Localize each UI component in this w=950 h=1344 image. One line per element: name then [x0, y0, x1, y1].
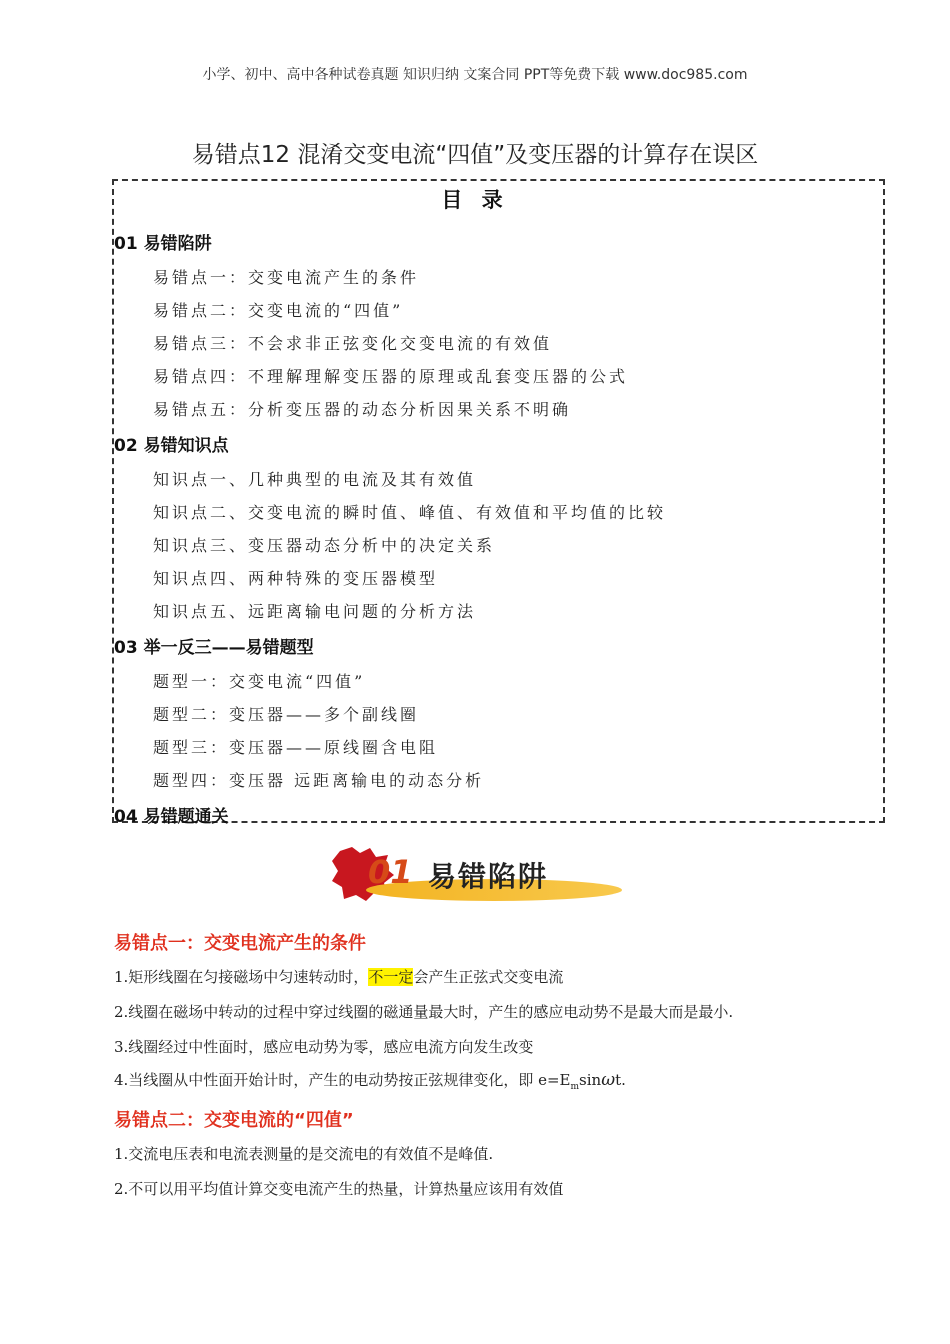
- paragraph: 1.矩形线圈在匀接磁场中匀速转动时，不一定会产生正弦式交变电流: [114, 968, 564, 986]
- point-one-heading: 易错点一：交变电流产生的条件: [114, 933, 366, 954]
- toc-item[interactable]: 题型一：交变电流“四值”: [153, 672, 366, 691]
- toc-section-03[interactable]: 03 举一反三——易错题型: [114, 638, 314, 658]
- paragraph: 2.不可以用平均值计算交变电流产生的热量，计算热量应该用有效值: [114, 1180, 564, 1198]
- toc-item[interactable]: 题型四：变压器 远距离输电的动态分析: [153, 771, 485, 790]
- toc-item[interactable]: 知识点四、两种特殊的变压器模型: [153, 569, 439, 588]
- banner-label: 易错陷阱: [428, 860, 549, 893]
- toc-item[interactable]: 易错点二：交变电流的“四值”: [153, 301, 404, 320]
- toc-item[interactable]: 题型二：变压器——多个副线圈: [153, 705, 420, 724]
- toc-section-04[interactable]: 04 易错题通关: [114, 807, 229, 827]
- toc-item[interactable]: 知识点三、变压器动态分析中的决定关系: [153, 536, 496, 555]
- toc-section-01[interactable]: 01 易错陷阱: [114, 234, 212, 254]
- toc-item[interactable]: 易错点一：交变电流产生的条件: [153, 268, 420, 287]
- toc-item[interactable]: 知识点二、交变电流的瞬时值、峰值、有效值和平均值的比较: [153, 503, 667, 522]
- paragraph: 1.交流电压表和电流表测量的是交流电的有效值不是峰值.: [114, 1145, 494, 1163]
- toc-item[interactable]: 知识点五、远距离输电问题的分析方法: [153, 602, 477, 621]
- site-banner: 小学、初中、高中各种试卷真题 知识归纳 文案合同 PPT等免费下载 www.doc985.com: [202, 67, 748, 83]
- toc-section-02[interactable]: 02 易错知识点: [114, 436, 229, 456]
- toc-item[interactable]: 易错点三：不会求非正弦变化交变电流的有效值: [153, 334, 553, 353]
- document-title: 易错点12 混淆交变电流“四值”及变压器的计算存在误区: [191, 142, 759, 168]
- paragraph: 3.线圈经过中性面时，感应电动势为零，感应电流方向发生改变: [114, 1038, 534, 1056]
- paragraph: 4.当线圈从中性面开始计时，产生的电动势按正弦规律变化，即 $e=E_m\sin\omega t$.: [114, 1070, 626, 1092]
- paragraph: 2.线圈在磁场中转动的过程中穿过线圈的磁通量最大时，产生的感应电动势不是最大而是最小.: [114, 1003, 734, 1021]
- point-two-heading: 易错点二：交变电流的“四值”: [114, 1110, 354, 1131]
- toc-item[interactable]: 知识点一、几种典型的电流及其有效值: [153, 470, 477, 489]
- toc-item[interactable]: 易错点四：不理解理解变压器的原理或乱套变压器的公式: [153, 367, 629, 386]
- highlighted-text: 不一定: [368, 968, 414, 986]
- banner-number: 01: [368, 853, 413, 891]
- section-banner: [330, 845, 626, 905]
- toc-item[interactable]: 题型三：变压器——原线圈含电阻: [153, 738, 439, 757]
- toc-item[interactable]: 易错点五：分析变压器的动态分析因果关系不明确: [153, 400, 572, 419]
- toc-heading: 目 录: [441, 188, 509, 212]
